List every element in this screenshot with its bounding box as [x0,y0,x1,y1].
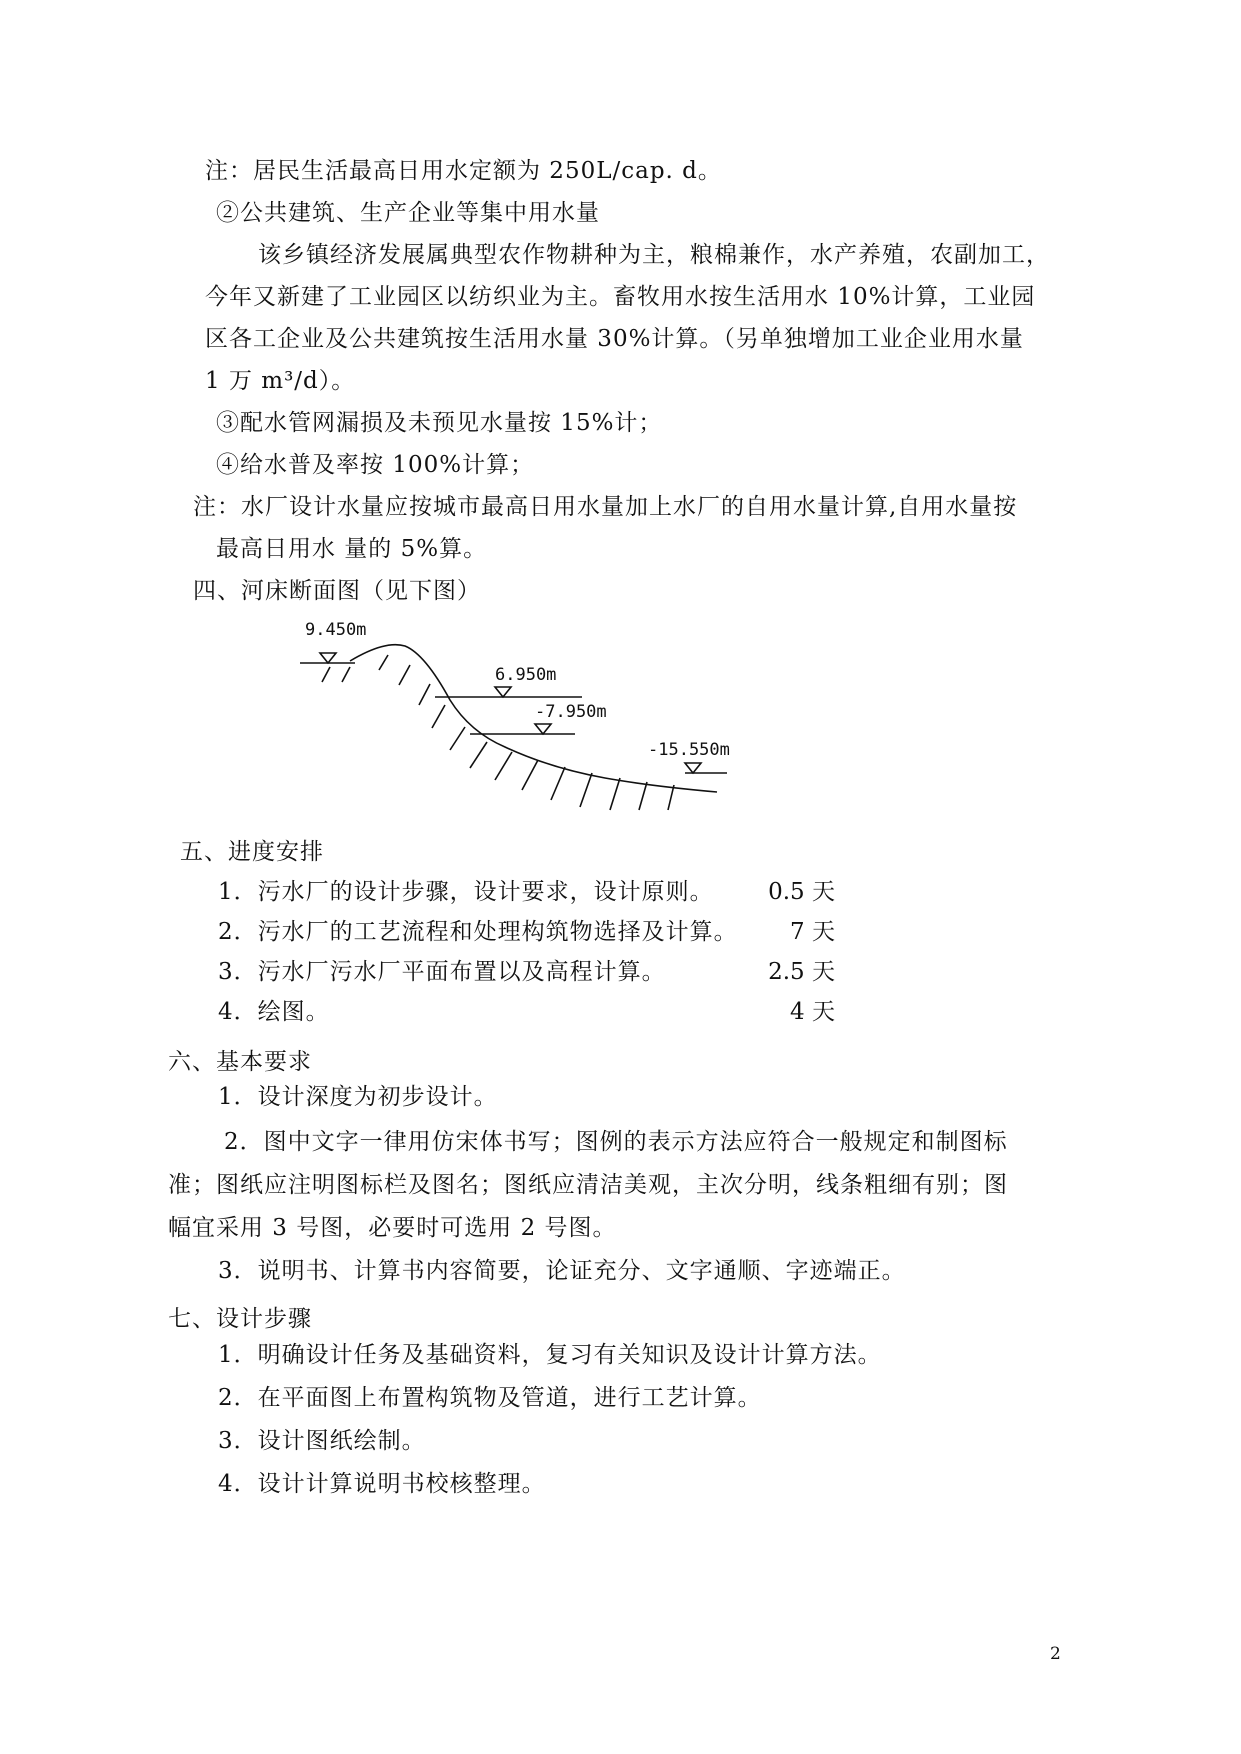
design-step: 4．设计计算说明书校核整理。 [218,1471,546,1497]
note-plant-design-cont: 最高日用水 量的 5%算。 [216,536,488,562]
section-7-title: 七、设计步骤 [168,1306,312,1332]
requirement-1: 1．设计深度为初步设计。 [218,1084,498,1110]
schedule-task: 3．污水厂污水厂平面布置以及高程计算。 [218,959,666,985]
level-label-minus-15550: -15.550m [648,740,730,760]
section-6-title: 六、基本要求 [168,1049,312,1075]
note-residential-quota: 注：居民生活最高日用水定额为 250L/cap. d。 [205,158,722,184]
schedule-days: 4 天 [790,999,835,1025]
item-public-buildings-title: ②公共建筑、生产企业等集中用水量 [216,200,600,226]
paragraph-line: 今年又新建了工业园区以纺织业为主。畜牧用水按生活用水 10%计算，工业园 [205,284,1036,310]
section-4-title: 四、河床断面图（见下图） [193,578,481,604]
paragraph-line: 区各工企业及公共建筑按生活用水量 30%计算。（另单独增加工业企业用水量 [205,326,1024,352]
requirement-3: 3．说明书、计算书内容简要，论证充分、文字通顺、字迹端正。 [218,1258,906,1284]
design-step: 1．明确设计任务及基础资料，复习有关知识及设计计算方法。 [218,1342,882,1368]
note-plant-design: 注：水厂设计水量应按城市最高日用水量加上水厂的自用水量计算,自用水量按 [193,494,1018,520]
schedule-task: 1．污水厂的设计步骤，设计要求，设计原则。 [218,879,714,905]
item-coverage: ④给水普及率按 100%计算； [216,452,535,478]
section-5-title: 五、进度安排 [180,839,324,865]
level-label-minus-7950: -7.950m [535,702,607,722]
riverbed-cross-section [290,610,730,825]
level-label-9450: 9.450m [305,620,367,640]
schedule-days: 0.5 天 [768,879,835,905]
paragraph-line: 1 万 m³/d）。 [205,368,356,394]
design-step: 3．设计图纸绘制。 [218,1428,426,1454]
requirement-2-line: 2．图中文字一律用仿宋体书写；图例的表示方法应符合一般规定和制图标 [224,1129,1008,1155]
schedule-days: 2.5 天 [768,959,835,985]
schedule-days: 7 天 [790,919,835,945]
requirement-2-line: 准；图纸应注明图标栏及图名；图纸应清洁美观，主次分明，线条粗细有别；图 [168,1172,1008,1198]
requirement-2-line: 幅宜采用 3 号图，必要时可选用 2 号图。 [168,1215,617,1241]
paragraph-line: 该乡镇经济发展属典型农作物耕种为主，粮棉兼作，水产养殖，农副加工， [258,242,1050,268]
schedule-task: 4．绘图。 [218,999,330,1025]
item-leakage: ③配水管网漏损及未预见水量按 15%计； [216,410,663,436]
page-number: 2 [1050,1644,1061,1664]
design-step: 2．在平面图上布置构筑物及管道，进行工艺计算。 [218,1385,762,1411]
schedule-task: 2．污水厂的工艺流程和处理构筑物选择及计算。 [218,919,738,945]
level-label-6950: 6.950m [495,665,557,685]
